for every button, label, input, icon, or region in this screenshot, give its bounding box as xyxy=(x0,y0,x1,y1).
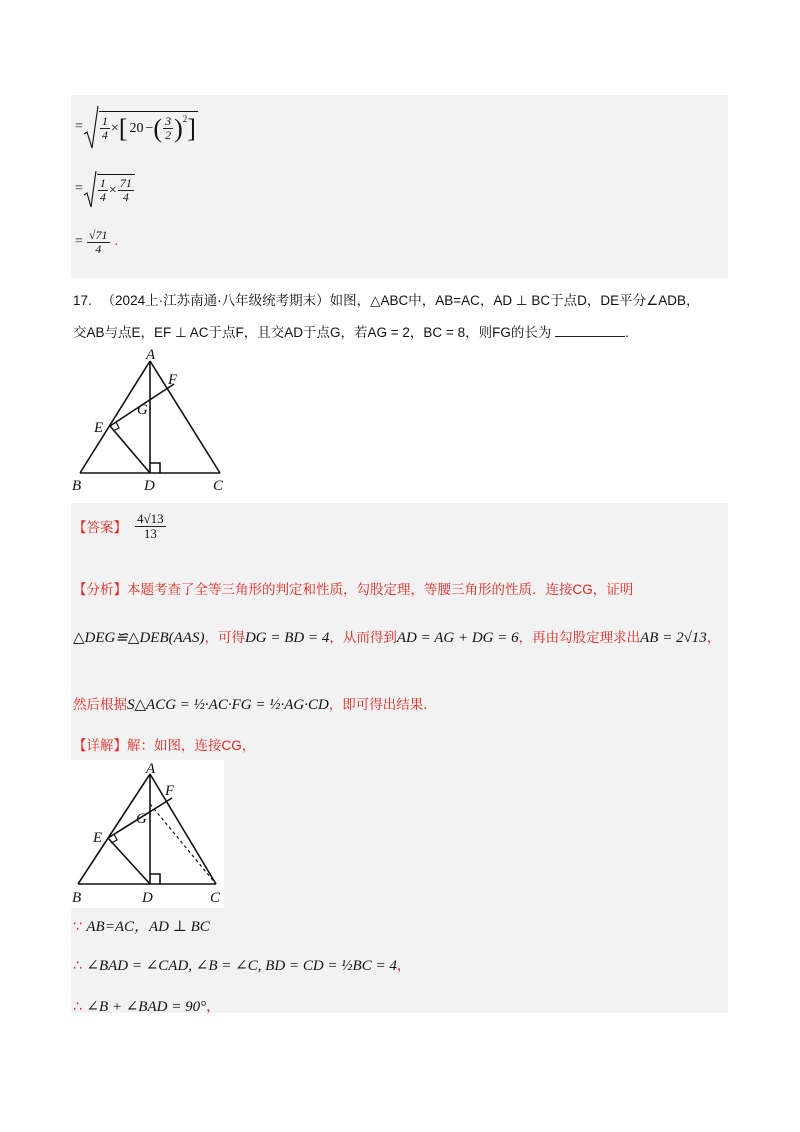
label-A: A xyxy=(146,761,156,777)
answer-fraction: $\frac{4√13}{13}$ xyxy=(137,510,164,541)
label-D: D xyxy=(142,890,153,906)
problem-number: 17. xyxy=(73,293,92,308)
congruence-expr: △DEG≌△DEB(AAS) xyxy=(73,630,205,646)
label-F: F xyxy=(168,372,178,388)
problem-line-1 xyxy=(73,289,733,309)
analysis-line-2: △DEG≌△DEB(AAS)，可得DG = BD = 4，从而得到AD = AG + DG = 6，再由勾股定理求出AB = 2√13， xyxy=(73,630,721,646)
result-fraction: $\frac{√71}{4}$ xyxy=(88,227,108,256)
label-C: C xyxy=(213,478,224,494)
label-B: B xyxy=(72,478,82,494)
equation-line-1: = $\frac{1}{4}$ × [ 20 − ( $\frac{3}{2}$ ) $^2$ ] xyxy=(75,103,198,151)
problem-source: （2024上·江苏南通·八年级统考期末）如图， xyxy=(101,293,371,308)
label-F: F xyxy=(165,783,175,799)
label-C: C xyxy=(210,890,221,906)
problem-statement-1: △ABC中，AB=AC，AD ⊥ BC于点D，DE平分∠ADB， xyxy=(370,293,700,308)
label-G: G xyxy=(136,811,147,827)
proof-step-because: ∵ AB=AC，AD ⊥ BC xyxy=(73,919,210,935)
detail-tag: 【详解】 xyxy=(73,738,127,753)
analysis-line-1: 【分析】本题考查了全等三角形的判定和性质，勾股定理，等腰三角形的性质．连接CG，证明 xyxy=(73,582,634,597)
fraction-71-quarter: $\frac{71}{4}$ xyxy=(119,176,132,204)
answer-blank[interactable] xyxy=(555,324,625,337)
label-G: G xyxy=(137,402,148,418)
problem-statement-2: 交AB与点E，EF ⊥ AC于点F，且交AD于点G，若AG = 2，BC = 8，则FG的长为 xyxy=(73,325,552,340)
answer-tag: 【答案】 xyxy=(73,520,127,535)
analysis-line-3: 然后根据S△ACG = ½·AC·FG = ½·AG·CD，即可得出结果． xyxy=(73,697,437,713)
problem-line-2: 交AB与点E，EF ⊥ AC于点F，且交AD于点G，若AG = 2，BC = 8，则FG的长为 . xyxy=(73,325,629,340)
equation-line-3: = $\frac{√71}{4}$ . xyxy=(75,227,118,256)
answer-line xyxy=(73,506,167,546)
label-A: A xyxy=(146,347,156,363)
proof-step-2: ∴ ∠B + ∠BAD = 90°， xyxy=(73,999,221,1015)
label-E: E xyxy=(94,420,104,436)
fraction-three-halves: $\frac{3}{2}$ xyxy=(165,114,172,142)
fraction-one-quarter: $\frac{1}{4}$ xyxy=(99,176,106,204)
analysis-tag: 【分析】 xyxy=(73,582,127,597)
fraction-one-quarter: $\frac{1}{4}$ xyxy=(101,114,108,142)
label-E: E xyxy=(93,830,103,846)
proof-step-1: ∴ ∠BAD = ∠CAD, ∠B = ∠C, BD = CD = ½BC = 4， xyxy=(73,958,411,974)
radical-sign xyxy=(83,169,97,209)
triangle-figure-with-cg xyxy=(70,760,224,908)
detail-line: 【详解】解：如图，连接CG， xyxy=(73,738,256,753)
radical-sign xyxy=(83,104,99,150)
label-B: B xyxy=(72,890,82,906)
triangle-figure xyxy=(70,346,235,494)
label-D: D xyxy=(144,478,155,494)
equation-line-2: = $\frac{1}{4}$ × $\frac{71}{4}$ xyxy=(75,168,135,210)
area-expr: S△ACG = ½·AC·FG = ½·AG·CD xyxy=(127,697,329,713)
